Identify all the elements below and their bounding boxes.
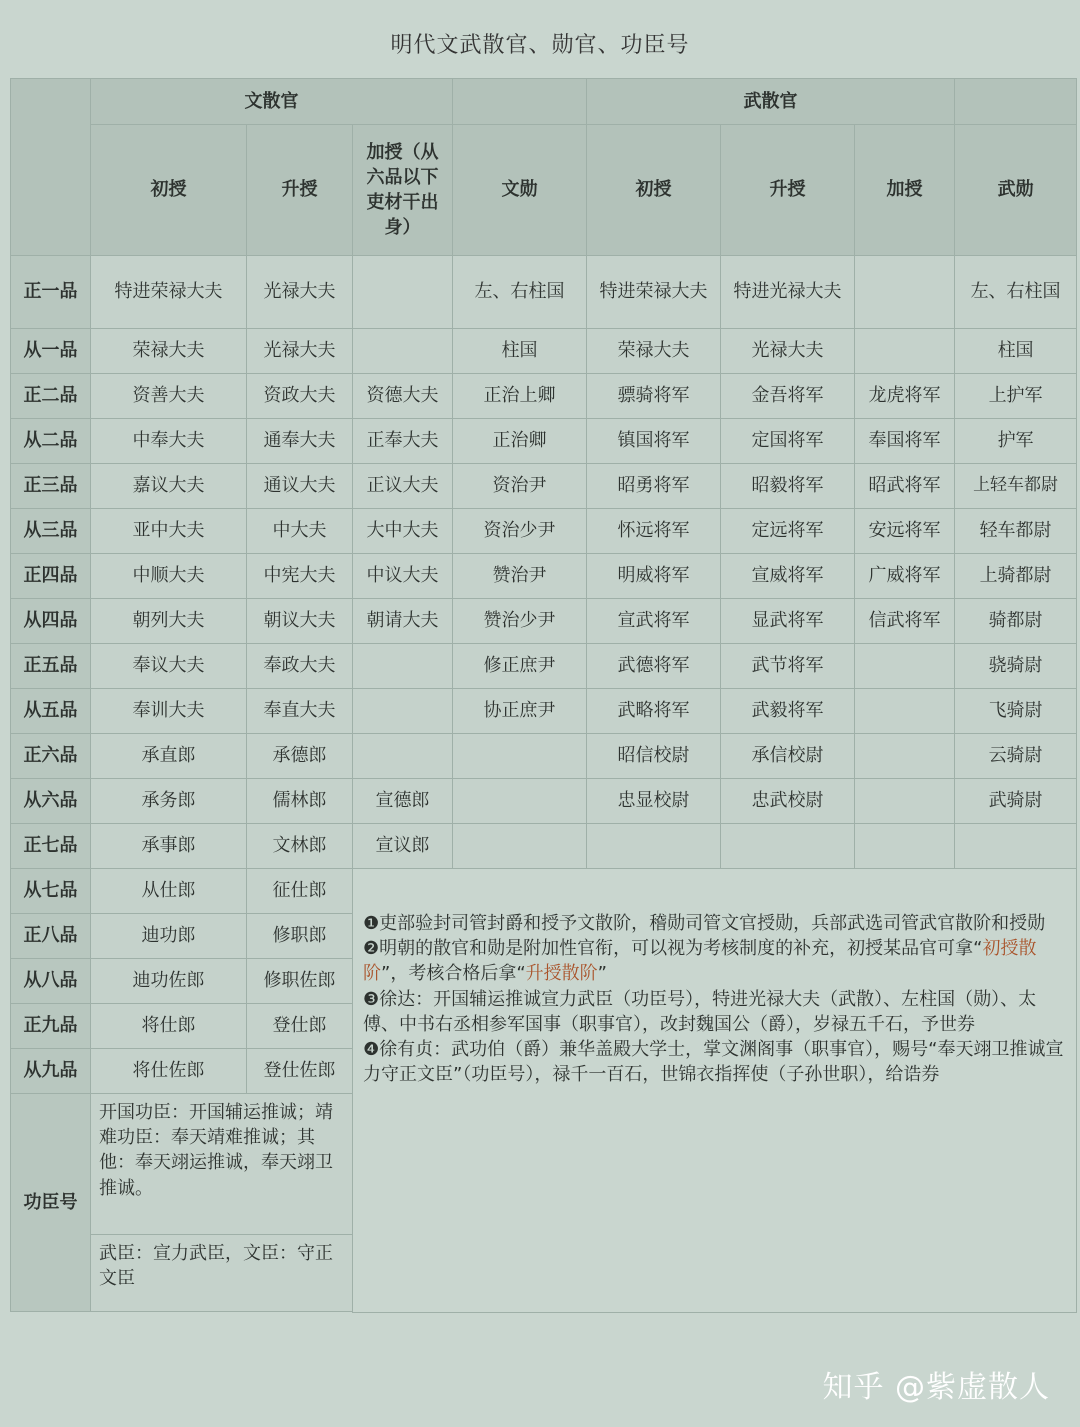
table-cell: 上骑都尉: [955, 554, 1077, 599]
table-cell: 征仕郎: [247, 869, 353, 914]
table-cell: 正治上卿: [453, 374, 587, 419]
rank-cell: 从二品: [11, 419, 91, 464]
table-cell: 上轻车都尉: [955, 464, 1077, 509]
table-row: [11, 329, 1077, 374]
table-cell: [855, 256, 955, 329]
table-cell: [353, 689, 453, 734]
table-cell: [855, 689, 955, 734]
table-cell: 柱国: [955, 329, 1077, 374]
table-cell: 宣威将军: [721, 554, 855, 599]
table-cell: 奉直大夫: [247, 689, 353, 734]
merit-title-text: 武臣：宣力武臣，文臣：守正文臣: [91, 1235, 353, 1312]
table-cell: 承直郎: [91, 734, 247, 779]
table-cell: 儒林郎: [247, 779, 353, 824]
table-cell: 左、右柱国: [453, 256, 587, 329]
col-header: 加授: [855, 125, 955, 256]
table-cell: 修职郎: [247, 914, 353, 959]
table-cell: [955, 824, 1077, 869]
civil-spacer-header: [453, 79, 587, 125]
rank-cell: 从八品: [11, 959, 91, 1004]
table-cell: 怀远将军: [587, 509, 721, 554]
table-cell: 资善大夫: [91, 374, 247, 419]
note-2-text: ❷明朝的散官和勋是附加性官衔，可以视为考核制度的补充，初授某品官可拿“: [363, 938, 983, 960]
table-cell: 定国将军: [721, 419, 855, 464]
table-cell: 宣德郎: [353, 779, 453, 824]
military-group-header: 武散官: [587, 79, 955, 125]
table-cell: 奉国将军: [855, 419, 955, 464]
table-cell: 修正庶尹: [453, 644, 587, 689]
rank-cell: 正六品: [11, 734, 91, 779]
notes-panel: [353, 869, 1077, 1313]
table-cell: 奉议大夫: [91, 644, 247, 689]
table-cell: 特进荣禄大夫: [91, 256, 247, 329]
table-cell: 明威将军: [587, 554, 721, 599]
table-cell: 中大夫: [247, 509, 353, 554]
table-cell: 朝议大夫: [247, 599, 353, 644]
table-cell: 中顺大夫: [91, 554, 247, 599]
table-cell: 承信校尉: [721, 734, 855, 779]
table-cell: 将仕郎: [91, 1004, 247, 1049]
col-header: 加授（从六品以下吏材干出身）: [353, 125, 453, 256]
table-cell: 左、右柱国: [955, 256, 1077, 329]
table-row: [11, 644, 1077, 689]
table-row: [11, 374, 1077, 419]
table-cell: 中奉大夫: [91, 419, 247, 464]
table-cell: 协正庶尹: [453, 689, 587, 734]
table-cell: [855, 824, 955, 869]
rank-cell: 从六品: [11, 779, 91, 824]
rank-cell: 正七品: [11, 824, 91, 869]
table-cell: 安远将军: [855, 509, 955, 554]
table-cell: [587, 824, 721, 869]
table-cell: 资德大夫: [353, 374, 453, 419]
table-cell: 飞骑尉: [955, 689, 1077, 734]
table-cell: [855, 734, 955, 779]
table-cell: 中议大夫: [353, 554, 453, 599]
spacer: [11, 1312, 353, 1313]
table-row: [11, 419, 1077, 464]
table-cell: 骑都尉: [955, 599, 1077, 644]
table-row: [11, 256, 1077, 329]
table-cell: [353, 644, 453, 689]
rank-cell: 正八品: [11, 914, 91, 959]
table-cell: 正奉大夫: [353, 419, 453, 464]
watermark: 知乎 @紫虚散人: [822, 1370, 1050, 1405]
note-1: ❶吏部验封司管封爵和授予文散阶，稽勋司管文官授勋，兵部武选司管武官散阶和授勋: [363, 913, 1046, 934]
page-title: 明代文武散官、勋官、功臣号: [390, 33, 690, 58]
table-cell: 荣禄大夫: [91, 329, 247, 374]
table-cell: [855, 644, 955, 689]
table-cell: 轻车都尉: [955, 509, 1077, 554]
table-cell: 骠骑将军: [587, 374, 721, 419]
table-cell: 承德郎: [247, 734, 353, 779]
table-cell: 忠武校尉: [721, 779, 855, 824]
note-2-highlight-promoted: 升授散阶: [525, 963, 598, 985]
rank-cell: 从一品: [11, 329, 91, 374]
table-cell: 正议大夫: [353, 464, 453, 509]
table-cell: 光禄大夫: [247, 256, 353, 329]
table-cell: [855, 329, 955, 374]
table-cell: 武毅将军: [721, 689, 855, 734]
rank-table: [10, 78, 1077, 1313]
table-cell: 通议大夫: [247, 464, 353, 509]
table-cell: 武节将军: [721, 644, 855, 689]
table-cell: 广威将军: [855, 554, 955, 599]
table-cell: [453, 824, 587, 869]
table-cell: [353, 734, 453, 779]
table-cell: 奉训大夫: [91, 689, 247, 734]
col-header: 升授: [721, 125, 855, 256]
table-row: [11, 824, 1077, 869]
note-4: ❹徐有贞：武功伯（爵）兼华盖殿大学士，掌文渊阁事（职事官），赐号“奉天翊卫推诚宣力守正文臣”（功臣号），禄千一百石，世锦衣指挥使（子孙世职），给诰券: [363, 1038, 1064, 1086]
table-cell: 资治尹: [453, 464, 587, 509]
col-header: 文勋: [453, 125, 587, 256]
col-header: 初授: [91, 125, 247, 256]
table-row: [11, 464, 1077, 509]
rank-cell: 正二品: [11, 374, 91, 419]
table-cell: 将仕佐郎: [91, 1049, 247, 1094]
table-cell: [453, 779, 587, 824]
rank-cell: 从五品: [11, 689, 91, 734]
table-cell: 迪功佐郎: [91, 959, 247, 1004]
table-cell: 云骑尉: [955, 734, 1077, 779]
note-2-text: ”，考核合格后拿“: [381, 963, 526, 985]
military-spacer-header: [955, 79, 1077, 125]
note-2: [363, 936, 1066, 986]
table-cell: 承事郎: [91, 824, 247, 869]
table-cell: 迪功郎: [91, 914, 247, 959]
table-cell: 光禄大夫: [247, 329, 353, 374]
table-cell: 中宪大夫: [247, 554, 353, 599]
table-cell: 光禄大夫: [721, 329, 855, 374]
rank-cell: 从三品: [11, 509, 91, 554]
table-cell: 荣禄大夫: [587, 329, 721, 374]
rank-cell: 正一品: [11, 256, 91, 329]
table-cell: 武德将军: [587, 644, 721, 689]
rank-cell: 从七品: [11, 869, 91, 914]
col-header: 武勋: [955, 125, 1077, 256]
table-cell: 忠显校尉: [587, 779, 721, 824]
rank-table-container: [10, 78, 1076, 1313]
table-cell: 朝请大夫: [353, 599, 453, 644]
table-cell: [353, 256, 453, 329]
merit-title-text: 开国功臣：开国辅运推诚；靖难功臣：奉天靖难推诚；其他：奉天翊运推诚，奉天翊卫推诚。: [91, 1094, 353, 1235]
table-row: [11, 509, 1077, 554]
table-cell: 嘉议大夫: [91, 464, 247, 509]
rank-cell: 正九品: [11, 1004, 91, 1049]
table-cell: 资政大夫: [247, 374, 353, 419]
table-cell: 从仕郎: [91, 869, 247, 914]
table-row: [11, 599, 1077, 644]
table-cell: 金吾将军: [721, 374, 855, 419]
table-cell: 龙虎将军: [855, 374, 955, 419]
table-row: [11, 554, 1077, 599]
table-cell: 昭毅将军: [721, 464, 855, 509]
table-cell: 赞治少尹: [453, 599, 587, 644]
note-2-highlight-initial: 初授散阶: [363, 938, 1037, 985]
table-row: [11, 734, 1077, 779]
table-cell: 上护军: [955, 374, 1077, 419]
table-row: [11, 689, 1077, 734]
civil-group-header: 文散官: [91, 79, 453, 125]
table-cell: 修职佐郎: [247, 959, 353, 1004]
table-cell: 正治卿: [453, 419, 587, 464]
table-cell: 武骑尉: [955, 779, 1077, 824]
table-cell: 定远将军: [721, 509, 855, 554]
table-cell: 亚中大夫: [91, 509, 247, 554]
table-cell: [353, 329, 453, 374]
table-cell: 宣武将军: [587, 599, 721, 644]
table-cell: 通奉大夫: [247, 419, 353, 464]
corner-header: [11, 79, 91, 256]
col-header: 升授: [247, 125, 353, 256]
table-cell: 登仕佐郎: [247, 1049, 353, 1094]
table-cell: 护军: [955, 419, 1077, 464]
rank-cell: 从四品: [11, 599, 91, 644]
table-cell: 资治少尹: [453, 509, 587, 554]
table-cell: 登仕郎: [247, 1004, 353, 1049]
table-cell: 朝列大夫: [91, 599, 247, 644]
table-cell: [721, 824, 855, 869]
table-cell: 昭武将军: [855, 464, 955, 509]
merit-title-label: 功臣号: [11, 1094, 91, 1312]
table-cell: [855, 779, 955, 824]
table-cell: 信武将军: [855, 599, 955, 644]
table-cell: 承务郎: [91, 779, 247, 824]
note-2-text: ”: [597, 963, 607, 985]
table-cell: 显武将军: [721, 599, 855, 644]
rank-cell: 正四品: [11, 554, 91, 599]
table-cell: 奉政大夫: [247, 644, 353, 689]
table-row: [11, 779, 1077, 824]
table-cell: 特进荣禄大夫: [587, 256, 721, 329]
table-cell: 昭勇将军: [587, 464, 721, 509]
table-cell: 柱国: [453, 329, 587, 374]
rank-cell: 正三品: [11, 464, 91, 509]
table-cell: 文林郎: [247, 824, 353, 869]
table-cell: 武略将军: [587, 689, 721, 734]
table-cell: 大中大夫: [353, 509, 453, 554]
table-cell: 昭信校尉: [587, 734, 721, 779]
table-cell: 镇国将军: [587, 419, 721, 464]
table-cell: 特进光禄大夫: [721, 256, 855, 329]
table-cell: 骁骑尉: [955, 644, 1077, 689]
rank-cell: 正五品: [11, 644, 91, 689]
table-cell: 宣议郎: [353, 824, 453, 869]
table-row: [11, 869, 1077, 914]
col-header: 初授: [587, 125, 721, 256]
table-cell: [453, 734, 587, 779]
rank-cell: 从九品: [11, 1049, 91, 1094]
note-3: ❸徐达：开国辅运推诚宣力武臣（功臣号），特进光禄大夫（武散）、左柱国（勋）、太傅、中书右丞相参军国事（职事官），改封魏国公（爵），岁禄五千石，予世券: [363, 988, 1037, 1035]
table-cell: 赞治尹: [453, 554, 587, 599]
